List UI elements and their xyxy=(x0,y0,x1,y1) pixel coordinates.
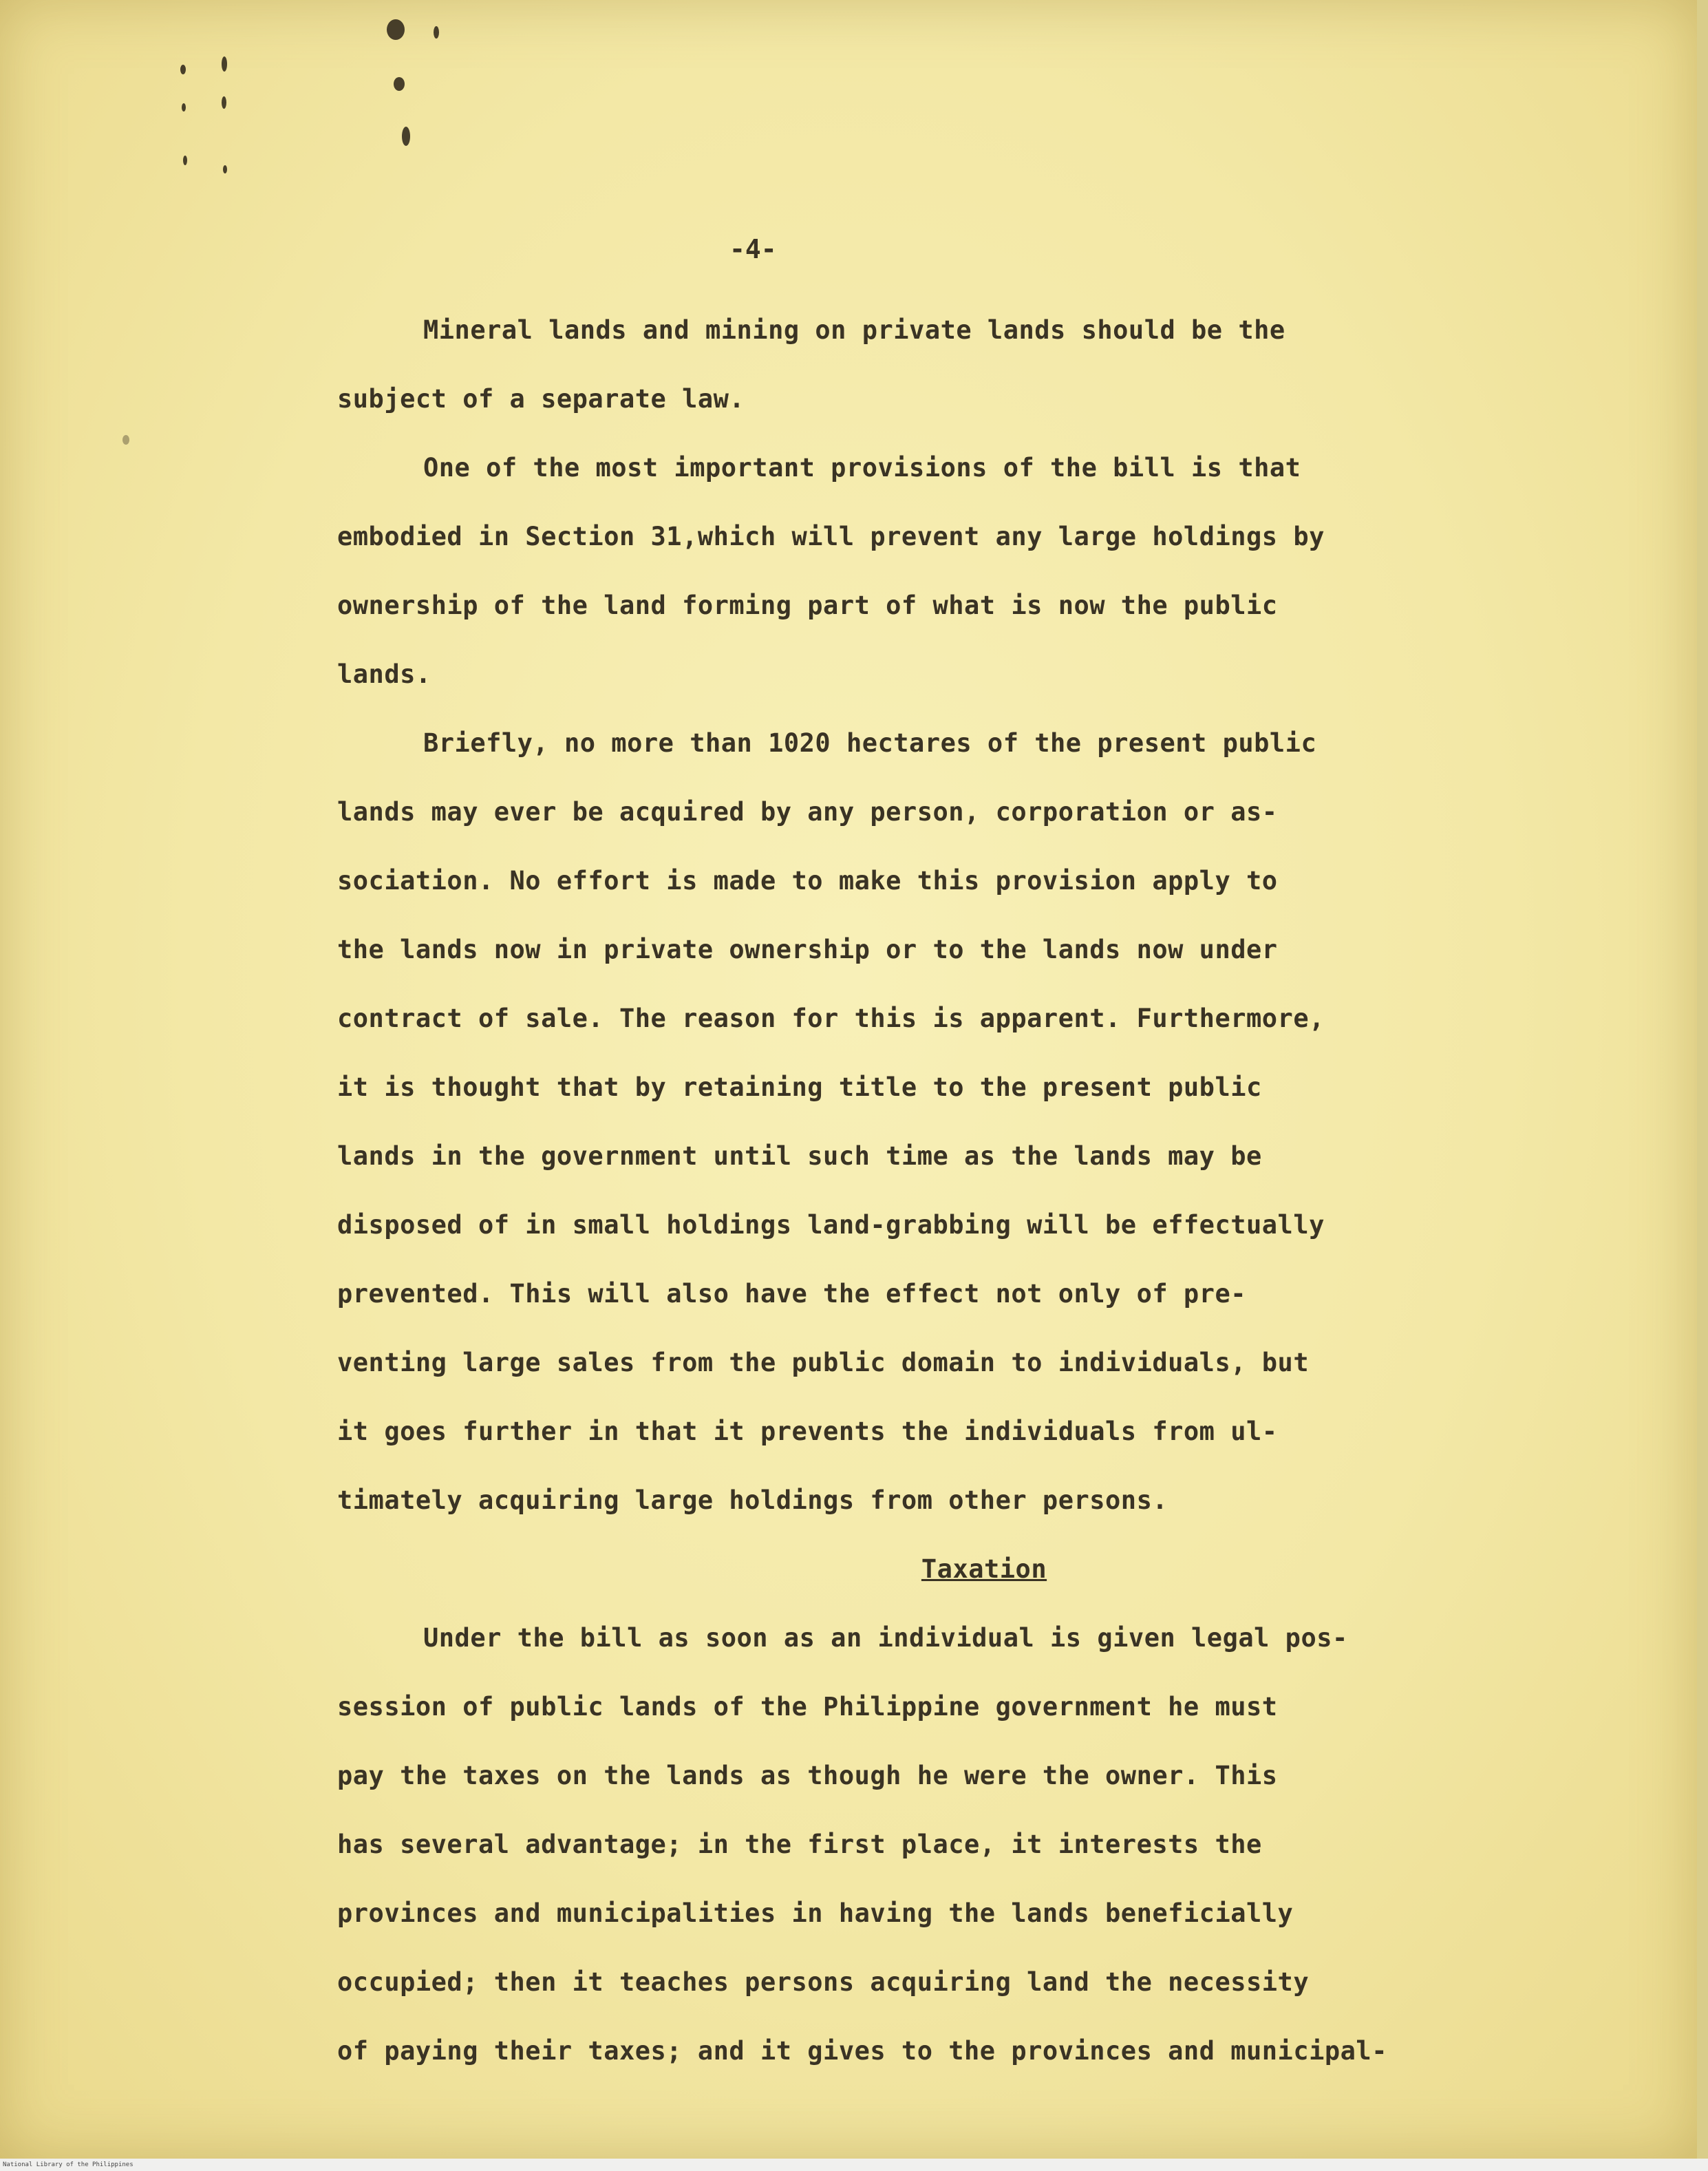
text-line: session of public lands of the Philippine government he must xyxy=(337,1692,1278,1722)
text-line: has several advantage; in the first place, it interests the xyxy=(337,1830,1262,1859)
text-line: of paying their taxes; and it gives to the provinces and municipal- xyxy=(337,2036,1387,2066)
text-line: lands in the government until such time as the lands may be xyxy=(337,1141,1262,1171)
page-number: -4- xyxy=(729,234,777,264)
text-line: occupied; then it teaches persons acquiring land the necessity xyxy=(337,1967,1310,1997)
text-line: it goes further in that it prevents the individuals from ul- xyxy=(337,1417,1278,1446)
text-line: sociation. No effort is made to make this provision apply to xyxy=(337,866,1278,896)
punch-hole-mark xyxy=(434,26,439,39)
text-line: timately acquiring large holdings from other persons. xyxy=(337,1485,1168,1515)
text-line: it is thought that by retaining title to the present public xyxy=(337,1072,1262,1102)
punch-hole-mark xyxy=(402,127,410,146)
punch-hole-mark xyxy=(387,19,405,40)
text-line: One of the most important provisions of the bill is that xyxy=(423,453,1301,483)
text-line: embodied in Section 31,which will prevent any large holdings by xyxy=(337,522,1325,551)
text-line: contract of sale. The reason for this is apparent. Furthermore, xyxy=(337,1004,1325,1033)
punch-hole-mark xyxy=(222,56,227,72)
text-line: Under the bill as soon as an individual is given legal pos- xyxy=(423,1623,1348,1653)
text-line: lands may ever be acquired by any person, corporation or as- xyxy=(337,797,1278,827)
punch-hole-mark xyxy=(182,103,186,112)
document-body xyxy=(337,296,1548,2086)
text-line: subject of a separate law. xyxy=(337,384,745,414)
text-line: Briefly, no more than 1020 hectares of the present public xyxy=(423,728,1317,758)
punch-hole-mark xyxy=(180,65,186,74)
archive-footer-label: National Library of the Philippines xyxy=(3,2161,134,2168)
text-line: prevented. This will also have the effect not only of pre- xyxy=(337,1279,1247,1309)
text-line: venting large sales from the public domain to individuals, but xyxy=(337,1348,1310,1377)
punch-hole-mark xyxy=(394,77,405,91)
text-line: the lands now in private ownership or to the lands now under xyxy=(337,935,1278,964)
punch-hole-mark xyxy=(222,96,226,109)
text-line: provinces and municipalities in having the lands beneficially xyxy=(337,1898,1294,1928)
punch-hole-mark xyxy=(183,156,187,165)
section-heading xyxy=(337,1535,1548,1604)
text-line: ownership of the land forming part of what is now the public xyxy=(337,591,1278,620)
text-line: pay the taxes on the lands as though he were the owner. This xyxy=(337,1761,1278,1790)
text-line: disposed of in small holdings land-grabbing will be effectually xyxy=(337,1210,1325,1240)
text-line: lands. xyxy=(337,659,431,689)
section-heading-text: Taxation xyxy=(921,1554,1047,1584)
punch-hole-mark xyxy=(223,165,227,173)
scan-footer-bar xyxy=(0,2159,1708,2171)
scan-edge xyxy=(1697,0,1708,2171)
text-line: Mineral lands and mining on private lands should be the xyxy=(423,315,1285,345)
stain-mark xyxy=(122,435,129,445)
